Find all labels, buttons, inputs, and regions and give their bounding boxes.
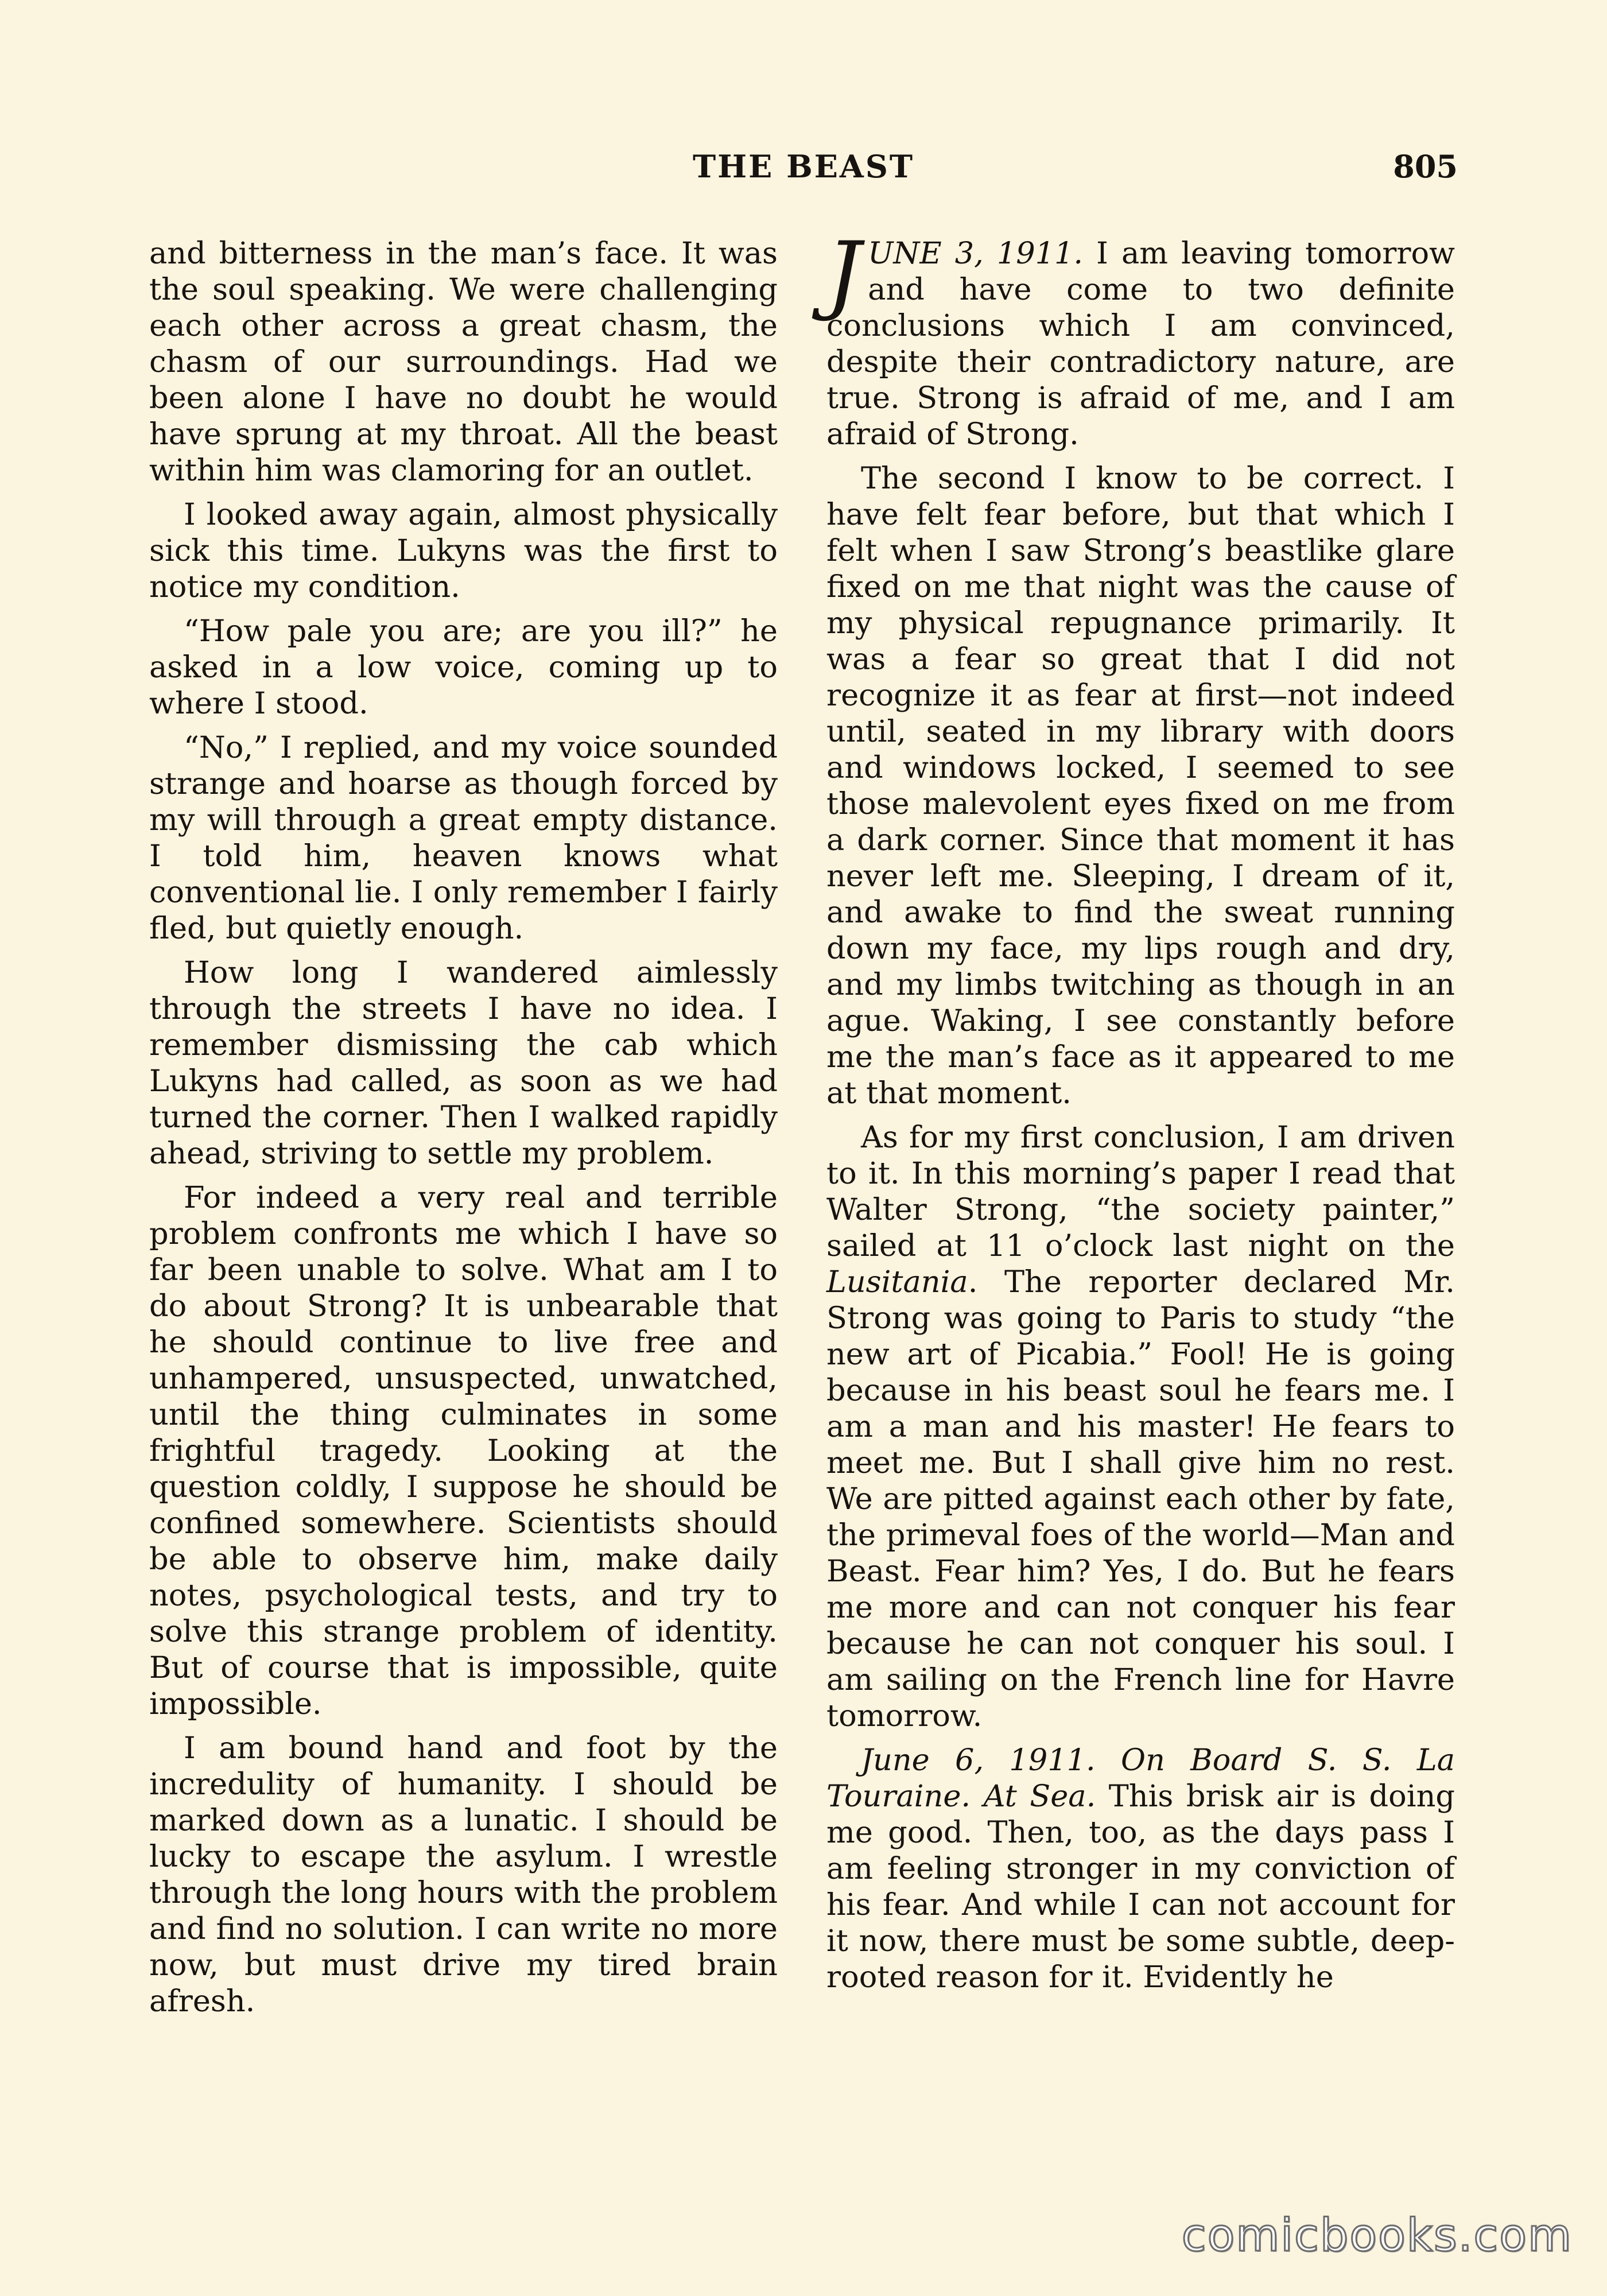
paragraph: How long I wandered aimlessly through the streets I have no idea. I remember dismissing the cab which Lukyns had called, as soon as we had turned the corner. Then I walked rapidly ahead, striving to settle my problem. xyxy=(149,955,778,1171)
paragraph: For indeed a very real and terrible problem confronts me which I have so far been unable to solve. What am I to do about Strong? It is unbearable that he should continue to live free and unhampered, unsuspected, unwatched, until the thing culminates in some frightful tragedy. Looking at the question coldly, I suppose he should be confined somewhere. Scientists should be able to observe him, make daily notes, psychological tests, and try to solve this strange problem of identity. But of course that is impossible, quite impossible. xyxy=(149,1180,778,1721)
paragraph xyxy=(826,1119,1455,1734)
page-header xyxy=(149,142,1458,188)
drop-cap: J xyxy=(826,224,861,324)
paragraph-text: As for my first conclusion, I am driven to it. In this morning’s paper I read that Walter Strong, “the society painter,” sailed at 11 o’clock last night on the xyxy=(826,1120,1455,1263)
entry-date: June 6, 1911. On Board S. S. La Touraine. At Sea. xyxy=(826,1743,1455,1814)
paragraph: “How pale you are; are you ill?” he asked in a low voice, coming up to where I stood. xyxy=(149,614,778,721)
paragraph: I am bound hand and foot by the incredulity of humanity. I should be marked down as a lunatic. I should be lucky to escape the asylum. I wrestle through the long hours with the problem and find no solution. I can write no more now, but must drive my tired brain afresh. xyxy=(149,1731,778,2019)
watermark: comicbooks.com xyxy=(1181,2210,1573,2262)
paragraph: “No,” I replied, and my voice sounded strange and hoarse as though forced by my will through a great empty distance. I told him, heaven knows what conventional lie. I only remember I fairly fled, but quietly enough. xyxy=(149,730,778,946)
paragraph: and bitterness in the man’s face. It was the soul speaking. We were challenging each other across a great chasm, the chasm of our surroundings. Had we been alone I have no doubt he would have sprung at my throat. All the beast within him was clamoring for an outlet. xyxy=(149,236,778,488)
entry-date: UNE 3, 1911. xyxy=(868,236,1084,271)
ship-name: Lusitania xyxy=(826,1265,968,1300)
paragraph: I looked away again, almost physically sick this time. Lukyns was the first to notice my condition. xyxy=(149,497,778,604)
entry-text: This brisk air is doing me good. Then, too, as the days pass I am feeling stronger in my conviction of his fear. And while I can not account for it now, there must be some subtle, deep-rooted reason for it. Evidently he xyxy=(826,1779,1455,1995)
diary-entry-june-6 xyxy=(826,1742,1455,1995)
paragraph: The second I know to be correct. I have felt fear before, but that which I felt when I saw Strong’s beastlike glare fixed on me that night was the cause of my physical repugnance primarily. It was a fear so great that I did not recognize it as fear at first—not indeed until, seated in my library with doors and windows locked, I seemed to see those malevolent eyes fixed on me from a dark corner. Since that moment it has never left me. Sleeping, I dream of it, and awake to find the sweat running down my face, my lips rough and dry, and my limbs twitching as though in an ague. Waking, I see constantly before me the man’s face as it appeared to me at that moment. xyxy=(826,461,1455,1111)
running-title: THE BEAST xyxy=(692,148,915,185)
paragraph-text: . The reporter declared Mr. Strong was going to Paris to study “the new art of Picabia.” Fool! He is going because in his beast soul he fears me. I am a man and his master! He fears to meet me. But I shall give him no rest. We are pitted against each other by fate, the primeval foes of the world—Man and Beast. Fear him? Yes, I do. But he fears me more and can not conquer his fear because he can not conquer his soul. I am sailing on the French line for Havre tomorrow. xyxy=(826,1265,1455,1733)
entry-text: I am leaving tomorrow and have come to two definite conclusions which I am convinced, despite their contradictory nature, are true. Strong is afraid of me, and I am afraid of Strong. xyxy=(826,236,1455,452)
left-column xyxy=(149,235,778,2147)
page-number: 805 xyxy=(1393,148,1458,185)
right-column xyxy=(826,224,1455,2147)
diary-entry-june-3 xyxy=(826,224,1455,452)
